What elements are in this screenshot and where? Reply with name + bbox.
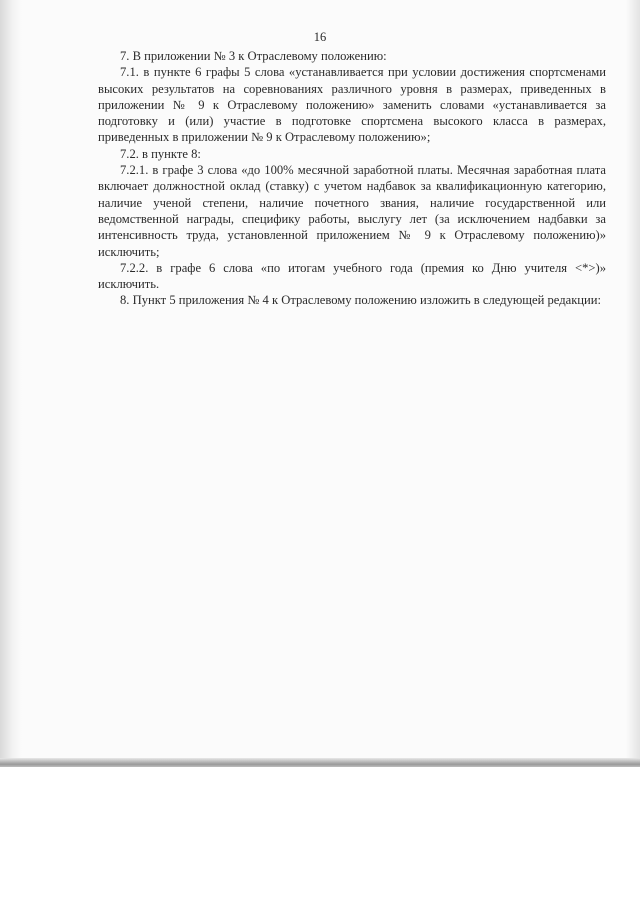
paragraph-7-2-1: 7.2.1. в графе 3 слова «до 100% месячной заработной платы. Месячная заработная плата включает должностной оклад (ставку) с учетом надбавок за квалификационную категорию, наличие ученой степени, наличие почетного звания, наличие государственной или ведомственной награды, специфику работы, выслугу лет (за исключением надбавки за интенсивность труда, установленной приложением № 9 к Отраслевому положению)» исключить;: [98, 163, 606, 259]
paragraph-7-2: 7.2. в пункте 8:: [120, 146, 201, 161]
paragraph-7-1: 7.1. в пункте 6 графы 5 слова «устанавливается при условии достижения спортсменами высоких результатов на соревнованиях различного уровня в размерах, приведенных в приложении № 9 к Отраслевому положению» заменить словами «устанавливается за подготовку и (или) участие в подготовке спортсмена высокого класса в размерах, приведенных в приложении № 9 к Отраслевому положению»;: [98, 65, 606, 145]
page-number: 16: [313, 30, 327, 44]
paragraph-7-2-2: 7.2.2. в графе 6 слова «по итогам учебного года (премия ко Дню учителя <*>)» исключить.: [98, 260, 606, 292]
scan-bottom-edge: [0, 758, 640, 767]
scan-shadow-left: [0, 0, 22, 765]
document-body: [98, 48, 606, 309]
paragraph-8: 8. Пункт 5 приложения № 4 к Отраслевому положению изложить в следующей редакции:: [120, 293, 602, 308]
paragraph-7: 7. В приложении № 3 к Отраслевому положению:: [120, 49, 387, 63]
scan-shadow-right: [626, 0, 640, 765]
blank-background: [0, 767, 640, 905]
